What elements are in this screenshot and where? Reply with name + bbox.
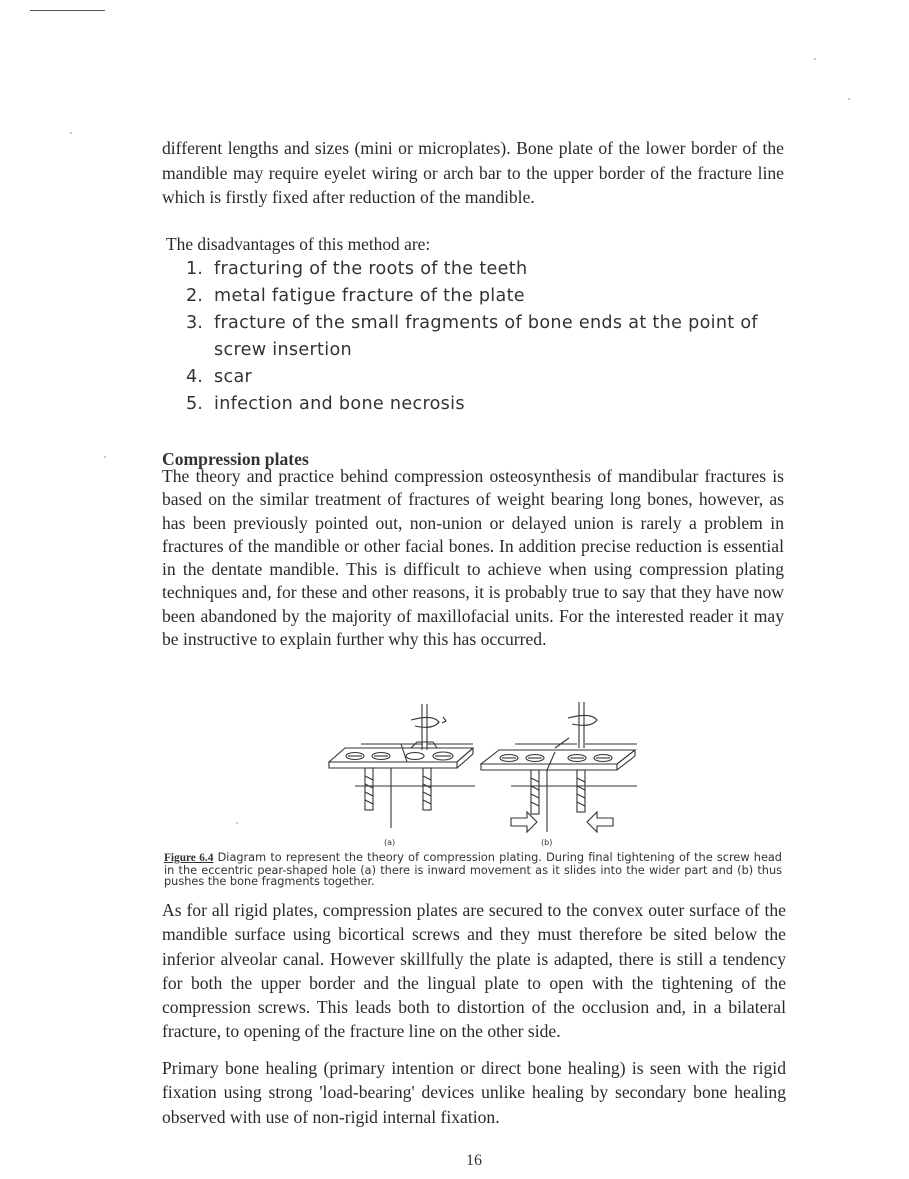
list-item <box>186 391 786 418</box>
figure-label-b: (b) <box>541 838 553 847</box>
list-item <box>186 310 786 364</box>
diagram-part-b <box>481 702 637 832</box>
body-paragraph-3: Primary bone healing (primary intention or direct bone healing) is seen with the rigid fixation using strong 'load-bearing' devices unlike healing by secondary bone healing observed with use of non-rigid internal fixation. <box>162 1058 786 1127</box>
list-number: 1. <box>186 259 203 279</box>
scan-speck <box>848 98 850 100</box>
list-text: scar <box>214 367 253 387</box>
compression-plating-diagram <box>315 700 645 852</box>
intro-paragraph: different lengths and sizes (mini or microplates). Bone plate of the lower border of the mandible may require eyelet wiring or arch bar to the upper border of the fracture line which is firstly fixed after reduction of the mandible. <box>162 138 784 207</box>
list-text: infection and bone necrosis <box>214 394 465 414</box>
list-text: fracturing of the roots of the teeth <box>214 259 528 279</box>
disadvantages-list <box>186 256 786 418</box>
section-heading: Compression plates <box>162 449 309 469</box>
list-number: 4. <box>186 367 203 387</box>
list-text: fracture of the small fragments of bone ends at the point of screw insertion <box>214 313 758 360</box>
body-paragraph-2: As for all rigid plates, compression plates are secured to the convex outer surface of the mandible surface using bicortical screws and they must therefore be sited below the inferior alveolar canal. However skillfully the plate is adapted, there is still a tendency for both the upper border and the lingual plate to open with the tightening of the compression screws. This leads both to distortion of the occlusion and, in a bilateral fracture, to opening of the fracture line on the other side. <box>162 900 786 1042</box>
scan-speck <box>104 456 106 458</box>
diagram-svg <box>315 700 645 852</box>
list-text: metal fatigue fracture of the plate <box>214 286 525 306</box>
disadvantages-intro: The disadvantages of this method are: <box>166 234 431 254</box>
figure-caption-label: Figure 6.4 <box>164 852 214 864</box>
list-item <box>186 283 786 310</box>
scan-speck <box>814 58 816 60</box>
header-rule <box>30 10 105 11</box>
figure-caption <box>164 852 782 888</box>
diagram-part-a <box>329 704 475 828</box>
list-item <box>186 364 786 391</box>
list-number: 3. <box>186 313 203 333</box>
page-number: 16 <box>466 1152 482 1169</box>
figure-label-a: (a) <box>384 838 396 847</box>
list-number: 2. <box>186 286 203 306</box>
scan-speck <box>236 822 238 824</box>
figure-caption-text: Diagram to represent the theory of compression plating. During final tightening of the screw head in the eccentric pear-shaped hole (a) there is inward movement as it slides into the wider part and (b) thus pushes the bone fragments together. <box>164 851 782 889</box>
list-item <box>186 256 786 283</box>
list-number: 5. <box>186 394 203 414</box>
body-paragraph-1: The theory and practice behind compression osteosynthesis of mandibular fractures is based on the similar treatment of fractures of weight bearing long bones, however, as has been previously pointed out, non-union or delayed union is rarely a problem in fractures of the mandible or other facial bones. In addition precise reduction is essential in the dentate mandible. This is difficult to achieve when using compression plating techniques and, for these and other reasons, it is probably true to say that they have now been abandoned by the majority of maxillofacial units. For the interested reader it may be instructive to explain further why this has occurred. <box>162 466 784 650</box>
scan-speck <box>70 132 72 134</box>
